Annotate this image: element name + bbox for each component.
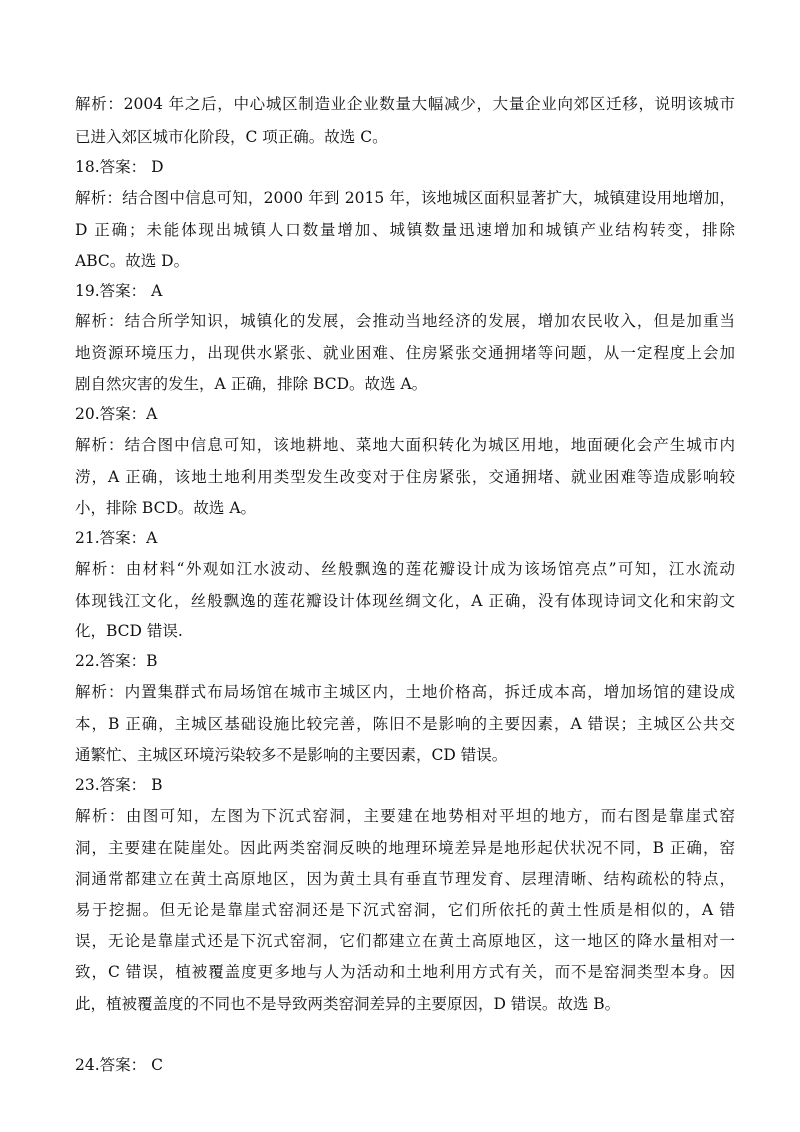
- text-line-30: 此，植被覆盖度的不同也不是导致两类窑洞差异的主要原因，D 错误。故选 B。: [75, 995, 621, 1013]
- text-line-26: 洞通常都建立在黄土高原地区，因为黄土具有垂直节理发育、层理清晰、结构疏松的特点，: [75, 870, 735, 888]
- answer-21: 21.答案：A: [75, 529, 158, 547]
- text-line-10: 剧自然灾害的发生，A 正确，排除 BCD。故选 A。: [75, 375, 428, 393]
- text-line-29: 致，C 错误，植被覆盖度更多地与人为活动和土地利用方式有关，而不是窑洞类型本身。因: [75, 963, 735, 981]
- answer-20: 20.答案：A: [75, 405, 158, 423]
- text-line-13: 涝，A 正确，该地土地利用类型发生改变对于住房紧张，交通拥堵、就业困难等造成影响较: [75, 468, 735, 486]
- text-line-28: 误，无论是靠崖式还是下沉式窑洞，它们都建立在黄土高原地区，这一地区的降水量相对一: [75, 932, 735, 950]
- text-line-1: 解析：2004 年之后，中心城区制造业企业数量大幅减少，大量企业向郊区迁移，说明该城市: [75, 95, 735, 113]
- text-line-16: 解析：由材料“外观如江水波动、丝般飘逸的莲花瓣设计成为该场馆亮点”可知，江水流动: [75, 560, 735, 578]
- text-line-22: 通繁忙、主城区环境污染较多不是影响的主要因素，CD 错误。: [75, 746, 508, 764]
- text-line-5: D 正确；未能体现出城镇人口数量增加、城镇数量迅速增加和城镇产业结构转变，排除: [75, 221, 735, 239]
- text-line-12: 解析：结合图中信息可知，该地耕地、菜地大面积转化为城区用地，地面硬化会产生城市内: [75, 436, 735, 454]
- text-line-9: 地资源环境压力，出现供水紧张、就业困难、住房紧张交通拥堵等问题，从一定程度上会加: [75, 344, 735, 362]
- answer-23: 23.答案： B: [75, 776, 163, 794]
- answer-19: 19.答案： A: [75, 282, 163, 300]
- text-line-18: 化，BCD 错误.: [75, 622, 183, 640]
- text-line-2: 已进入郊区城市化阶段，C 项正确。故选 C。: [75, 128, 388, 146]
- text-line-17: 体现钱江文化，丝般飘逸的莲花瓣设计体现丝绸文化，A 正确，没有体现诗词文化和宋韵文: [75, 592, 735, 610]
- text-line-14: 小，排除 BCD。故选 A。: [75, 499, 257, 517]
- text-line-24: 解析：由图可知，左图为下沉式窑洞，主要建在地势相对平坦的地方，而右图是靠崖式窑: [75, 807, 735, 825]
- answer-24: 24.答案： C: [75, 1056, 163, 1074]
- text-line-25: 洞，主要建在陡崖处。因此两类窑洞反映的地理环境差异是地形起伏状况不同，B 正确，窑: [75, 839, 735, 857]
- text-line-20: 解析：内置集群式布局场馆在城市主城区内，土地价格高，拆迁成本高，增加场馆的建设成: [75, 683, 735, 701]
- text-line-6: ABC。故选 D。: [75, 252, 190, 270]
- text-line-8: 解析：结合所学知识，城镇化的发展，会推动当地经济的发展，增加农民收入，但是加重当: [75, 312, 735, 330]
- text-line-4: 解析：结合图中信息可知，2000 年到 2015 年，该地城区面积显著扩大，城镇建设用地增加，: [75, 189, 735, 207]
- answer-22: 22.答案：B: [75, 652, 158, 670]
- answer-18: 18.答案： D: [75, 158, 164, 176]
- text-line-21: 本，B 正确，主城区基础设施比较完善，陈旧不是影响的主要因素，A 错误；主城区公共交: [75, 715, 735, 733]
- text-line-27: 易于挖掘。但无论是靠崖式窑洞还是下沉式窑洞，它们所依托的黄土性质是相似的，A 错: [75, 901, 735, 919]
